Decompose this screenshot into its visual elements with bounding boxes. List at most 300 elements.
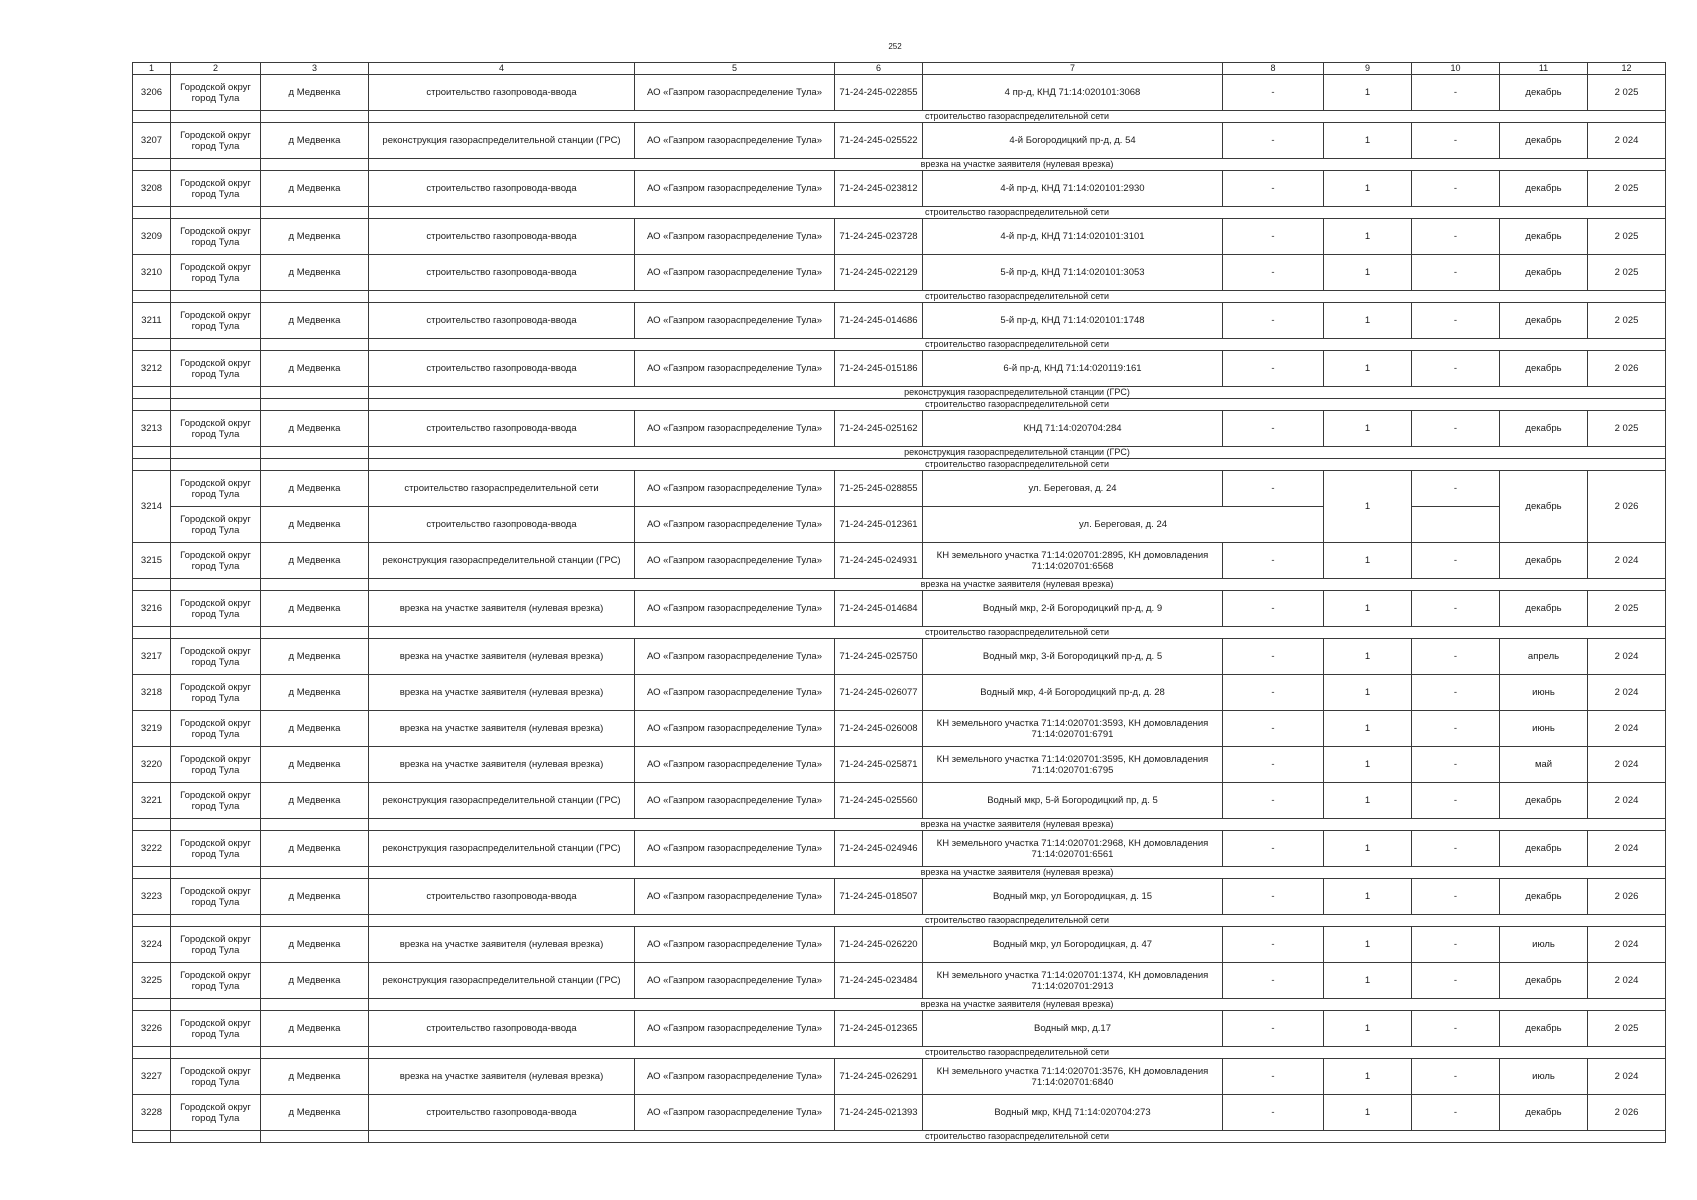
application-id: 71-24-245-026220 [835,927,923,963]
col-8-value: - [1223,411,1324,447]
row-number: 3227 [133,1059,171,1095]
col-8-value: - [1223,1095,1324,1131]
empty-cell [171,867,261,879]
application-id: 71-24-245-025162 [835,411,923,447]
row-number: 3214 [133,471,171,543]
year: 2 025 [1588,303,1666,339]
work-type: строительство газопровода-ввода [369,171,635,207]
empty-cell [133,339,171,351]
row-number: 3225 [133,963,171,999]
col-10-value: - [1412,831,1500,867]
month: декабрь [1500,75,1588,111]
col-9-value: 1 [1324,303,1412,339]
col-9-value: 1 [1324,123,1412,159]
municipality: Городской округ город Тула [171,831,261,867]
subheading-text: строительство газораспределительной сети [369,627,1666,639]
organization: АО «Газпром газораспределение Тула» [635,219,835,255]
subheading-text: строительство газораспределительной сети [369,1131,1666,1143]
col-9-value: 1 [1324,927,1412,963]
col-8-value: - [1223,783,1324,819]
column-header-5: 5 [635,63,835,75]
empty-cell [261,291,369,303]
address: 4-й Богородицкий пр-д, д. 54 [923,123,1223,159]
col-8-value: - [1223,927,1324,963]
col-10-value: - [1412,747,1500,783]
organization: АО «Газпром газораспределение Тула» [635,675,835,711]
subheading-text: строительство газораспределительной сети [369,399,1666,411]
empty-cell [171,627,261,639]
empty-cell [261,399,369,411]
settlement: д Медвенка [261,591,369,627]
empty-cell [261,819,369,831]
row-number: 3221 [133,783,171,819]
municipality: Городской округ город Тула [171,1011,261,1047]
address: КН земельного участка 71:14:020701:2968, КН домовладения 71:14:020701:6561 [923,831,1223,867]
col-8-value: - [1223,1059,1324,1095]
application-id: 71-25-245-028855 [835,471,923,507]
empty-cell [171,999,261,1011]
row-number: 3206 [133,75,171,111]
organization: АО «Газпром газораспределение Тула» [635,747,835,783]
year: 2 024 [1588,123,1666,159]
col-10-value: - [1412,75,1500,111]
organization: АО «Газпром газораспределение Тула» [635,927,835,963]
year: 2 025 [1588,219,1666,255]
col-10-value: - [1412,783,1500,819]
application-id: 71-24-245-026077 [835,675,923,711]
application-id: 71-24-245-025750 [835,639,923,675]
year: 2 026 [1588,351,1666,387]
subheading-row [133,819,1666,831]
table-row [133,75,1666,111]
municipality: Городской округ город Тула [171,75,261,111]
row-number: 3219 [133,711,171,747]
col-10-value: - [1412,303,1500,339]
settlement: д Медвенка [261,675,369,711]
subheading-text: врезка на участке заявителя (нулевая врезка) [369,819,1666,831]
col-10-value: - [1412,675,1500,711]
month: декабрь [1500,1095,1588,1131]
col-8-value: - [1223,75,1324,111]
empty-cell [171,399,261,411]
municipality: Городской округ город Тула [171,783,261,819]
column-header-3: 3 [261,63,369,75]
empty-cell [171,387,261,399]
empty-cell [171,915,261,927]
empty-cell [171,1047,261,1059]
application-id: 71-24-245-012365 [835,1011,923,1047]
municipality: Городской округ город Тула [171,927,261,963]
empty-cell [133,1047,171,1059]
empty-cell [261,627,369,639]
header-row [133,63,1666,75]
col-9-value: 1 [1324,411,1412,447]
subheading-row [133,291,1666,303]
table-row [133,411,1666,447]
application-id: 71-24-245-021393 [835,1095,923,1131]
subheading-text: врезка на участке заявителя (нулевая врезка) [369,999,1666,1011]
col-9-value: 1 [1324,471,1412,543]
empty-cell [133,915,171,927]
page-number: 252 [888,42,902,51]
table-row [133,1059,1666,1095]
subheading-row [133,579,1666,591]
work-type: строительство газопровода-ввода [369,351,635,387]
settlement: д Медвенка [261,171,369,207]
col-8-value: - [1223,303,1324,339]
address: КН земельного участка 71:14:020701:1374, КН домовладения 71:14:020701:2913 [923,963,1223,999]
settlement: д Медвенка [261,351,369,387]
month: декабрь [1500,471,1588,543]
address: Водный мкр, д.17 [923,1011,1223,1047]
month: декабрь [1500,351,1588,387]
year: 2 026 [1588,471,1666,543]
table-row [133,783,1666,819]
month: декабрь [1500,411,1588,447]
organization: АО «Газпром газораспределение Тула» [635,123,835,159]
col-8-value: - [1223,351,1324,387]
col-10-value: - [1412,171,1500,207]
empty-cell [261,459,369,471]
address: Водный мкр, ул Богородицкая, д. 47 [923,927,1223,963]
settlement: д Медвенка [261,831,369,867]
organization: АО «Газпром газораспределение Тула» [635,963,835,999]
col-10-value: - [1412,1011,1500,1047]
row-number: 3222 [133,831,171,867]
municipality: Городской округ город Тула [171,963,261,999]
organization: АО «Газпром газораспределение Тула» [635,411,835,447]
settlement: д Медвенка [261,639,369,675]
column-header-7: 7 [923,63,1223,75]
col-10-value: - [1412,123,1500,159]
organization: АО «Газпром газораспределение Тула» [635,783,835,819]
municipality: Городской округ город Тула [171,879,261,915]
empty-cell [171,207,261,219]
row-number: 3218 [133,675,171,711]
address: 5-й пр-д, КНД 71:14:020101:1748 [923,303,1223,339]
subheading-row [133,447,1666,459]
address: ул. Береговая, д. 24 [923,471,1223,507]
work-type: реконструкция газораспределительной станции (ГРС) [369,783,635,819]
subheading-row [133,159,1666,171]
col-9-value: 1 [1324,591,1412,627]
application-id: 71-24-245-024946 [835,831,923,867]
table-row [133,927,1666,963]
table-row [133,639,1666,675]
col-8-value: - [1223,831,1324,867]
settlement: д Медвенка [261,711,369,747]
year: 2 025 [1588,255,1666,291]
column-header-1: 1 [133,63,171,75]
col-9-value: 1 [1324,543,1412,579]
work-type: строительство газопровода-ввода [369,507,635,543]
work-type: реконструкция газораспределительной станции (ГРС) [369,123,635,159]
work-type: врезка на участке заявителя (нулевая врезка) [369,639,635,675]
col-10-value: - [1412,351,1500,387]
empty-cell [261,447,369,459]
col-10-value: - [1412,219,1500,255]
empty-cell [133,207,171,219]
row-number: 3208 [133,171,171,207]
col-9-value: 1 [1324,675,1412,711]
settlement: д Медвенка [261,1095,369,1131]
empty-cell [261,207,369,219]
settlement: д Медвенка [261,879,369,915]
application-id: 71-24-245-024931 [835,543,923,579]
col-10-value: - [1412,543,1500,579]
application-id: 71-24-245-022855 [835,75,923,111]
settlement: д Медвенка [261,747,369,783]
table-row [133,171,1666,207]
work-type: врезка на участке заявителя (нулевая врезка) [369,927,635,963]
application-id: 71-24-245-025871 [835,747,923,783]
col-8-value: - [1223,963,1324,999]
table-row [133,591,1666,627]
year: 2 024 [1588,711,1666,747]
col-8-value: - [1223,879,1324,915]
empty-cell [171,447,261,459]
work-type: строительство газопровода-ввода [369,255,635,291]
row-number: 3228 [133,1095,171,1131]
table-row [133,507,1666,543]
row-number: 3215 [133,543,171,579]
year: 2 024 [1588,963,1666,999]
empty-cell [261,387,369,399]
table-row [133,963,1666,999]
col-10-value: - [1412,879,1500,915]
organization: АО «Газпром газораспределение Тула» [635,1095,835,1131]
month: апрель [1500,639,1588,675]
application-id: 71-24-245-022129 [835,255,923,291]
organization: АО «Газпром газораспределение Тула» [635,831,835,867]
empty-cell [133,819,171,831]
col-9-value: 1 [1324,1011,1412,1047]
organization: АО «Газпром газораспределение Тула» [635,351,835,387]
settlement: д Медвенка [261,783,369,819]
month: декабрь [1500,543,1588,579]
organization: АО «Газпром газораспределение Тула» [635,639,835,675]
empty-cell [171,1131,261,1143]
col-10-value: - [1412,411,1500,447]
application-id: 71-24-245-014686 [835,303,923,339]
application-id: 71-24-245-023484 [835,963,923,999]
col-8-value: - [1223,123,1324,159]
application-id: 71-24-245-023728 [835,219,923,255]
col-8-value: - [1223,219,1324,255]
subheading-text: строительство газораспределительной сети [369,915,1666,927]
subheading-text: врезка на участке заявителя (нулевая врезка) [369,579,1666,591]
subheading-row [133,111,1666,123]
municipality: Городской округ город Тула [171,507,261,543]
year: 2 024 [1588,639,1666,675]
address: Водный мкр, 2-й Богородицкий пр-д, д. 9 [923,591,1223,627]
month: декабрь [1500,255,1588,291]
address: КН земельного участка 71:14:020701:3595, КН домовладения 71:14:020701:6795 [923,747,1223,783]
organization: АО «Газпром газораспределение Тула» [635,711,835,747]
col-9-value: 1 [1324,783,1412,819]
table-row [133,831,1666,867]
address: 4 пр-д, КНД 71:14:020101:3068 [923,75,1223,111]
month: декабрь [1500,963,1588,999]
settlement: д Медвенка [261,1011,369,1047]
municipality: Городской округ город Тула [171,591,261,627]
col-10-value: - [1412,927,1500,963]
empty-cell [171,291,261,303]
settlement: д Медвенка [261,75,369,111]
subheading-text: строительство газораспределительной сети [369,291,1666,303]
table-row [133,351,1666,387]
year: 2 025 [1588,591,1666,627]
organization: АО «Газпром газораспределение Тула» [635,75,835,111]
application-id: 71-24-245-014684 [835,591,923,627]
row-number: 3217 [133,639,171,675]
subheading-row [133,1131,1666,1143]
application-id: 71-24-245-025560 [835,783,923,819]
row-number: 3213 [133,411,171,447]
organization: АО «Газпром газораспределение Тула» [635,507,835,543]
month: декабрь [1500,1011,1588,1047]
col-8-value: - [1223,747,1324,783]
col-10-value [1412,507,1500,543]
settlement: д Медвенка [261,303,369,339]
table-row [133,747,1666,783]
year: 2 026 [1588,1095,1666,1131]
table-row [133,675,1666,711]
col-9-value: 1 [1324,879,1412,915]
row-number: 3211 [133,303,171,339]
settlement: д Медвенка [261,219,369,255]
address: Водный мкр, КНД 71:14:020704:273 [923,1095,1223,1131]
month: декабрь [1500,783,1588,819]
work-type: строительство газопровода-ввода [369,1011,635,1047]
column-header-8: 8 [1223,63,1324,75]
year: 2 024 [1588,675,1666,711]
table-row [133,879,1666,915]
subheading-text: реконструкция газораспределительной станции (ГРС) [369,447,1666,459]
year: 2 024 [1588,1059,1666,1095]
organization: АО «Газпром газораспределение Тула» [635,1011,835,1047]
subheading-row [133,207,1666,219]
month: декабрь [1500,831,1588,867]
table-row [133,219,1666,255]
col-10-value: - [1412,963,1500,999]
column-header-12: 12 [1588,63,1666,75]
municipality: Городской округ город Тула [171,1059,261,1095]
work-type: строительство газопровода-ввода [369,411,635,447]
year: 2 026 [1588,879,1666,915]
work-type: врезка на участке заявителя (нулевая врезка) [369,711,635,747]
organization: АО «Газпром газораспределение Тула» [635,1059,835,1095]
col-9-value: 1 [1324,831,1412,867]
year: 2 024 [1588,831,1666,867]
col-10-value: - [1412,1095,1500,1131]
subheading-text: строительство газораспределительной сети [369,207,1666,219]
organization: АО «Газпром газораспределение Тула» [635,171,835,207]
empty-cell [261,579,369,591]
work-type: реконструкция газораспределительной станции (ГРС) [369,543,635,579]
col-10-value: - [1412,255,1500,291]
row-number: 3212 [133,351,171,387]
col-9-value: 1 [1324,219,1412,255]
address: КНД 71:14:020704:284 [923,411,1223,447]
month: декабрь [1500,303,1588,339]
subheading-text: реконструкция газораспределительной станции (ГРС) [369,387,1666,399]
month: декабрь [1500,879,1588,915]
table-body [133,63,1666,1143]
gas-connection-table [132,62,1666,1143]
col-8-value: - [1223,1011,1324,1047]
empty-cell [171,111,261,123]
table-row [133,1011,1666,1047]
empty-cell [133,999,171,1011]
empty-cell [171,159,261,171]
column-header-11: 11 [1500,63,1588,75]
year: 2 024 [1588,747,1666,783]
settlement: д Медвенка [261,927,369,963]
col-8-value: - [1223,711,1324,747]
col-9-value: 1 [1324,963,1412,999]
empty-cell [133,459,171,471]
table-row [133,471,1666,507]
year: 2 025 [1588,171,1666,207]
settlement: д Медвенка [261,255,369,291]
col-9-value: 1 [1324,1059,1412,1095]
col-8-value: - [1223,675,1324,711]
settlement: д Медвенка [261,123,369,159]
empty-cell [171,819,261,831]
col-8-value: - [1223,591,1324,627]
application-id: 71-24-245-015186 [835,351,923,387]
municipality: Городской округ город Тула [171,123,261,159]
column-header-10: 10 [1412,63,1500,75]
row-number: 3224 [133,927,171,963]
municipality: Городской округ город Тула [171,171,261,207]
year: 2 025 [1588,1011,1666,1047]
empty-cell [133,867,171,879]
col-10-value: - [1412,711,1500,747]
address: Водный мкр, 5-й Богородицкий пр, д. 5 [923,783,1223,819]
month: декабрь [1500,591,1588,627]
col-9-value: 1 [1324,75,1412,111]
organization: АО «Газпром газораспределение Тула» [635,303,835,339]
table-row [133,303,1666,339]
address: КН земельного участка 71:14:020701:3593, КН домовладения 71:14:020701:6791 [923,711,1223,747]
year: 2 024 [1588,543,1666,579]
subheading-text: врезка на участке заявителя (нулевая врезка) [369,159,1666,171]
municipality: Городской округ город Тула [171,471,261,507]
municipality: Городской округ город Тула [171,543,261,579]
empty-cell [133,579,171,591]
subheading-row [133,339,1666,351]
address: Водный мкр, 4-й Богородицкий пр-д, д. 28 [923,675,1223,711]
work-type: реконструкция газораспределительной станции (ГРС) [369,963,635,999]
municipality: Городской округ город Тула [171,351,261,387]
column-header-4: 4 [369,63,635,75]
empty-cell [133,447,171,459]
empty-cell [261,111,369,123]
subheading-text: строительство газораспределительной сети [369,1047,1666,1059]
work-type: врезка на участке заявителя (нулевая врезка) [369,747,635,783]
col-10-value: - [1412,471,1500,507]
col-9-value: 1 [1324,711,1412,747]
subheading-text: строительство газораспределительной сети [369,459,1666,471]
municipality: Городской округ город Тула [171,219,261,255]
address: Водный мкр, ул Богородицкая, д. 15 [923,879,1223,915]
address: 4-й пр-д, КНД 71:14:020101:2930 [923,171,1223,207]
col-10-value: - [1412,591,1500,627]
work-type: строительство газопровода-ввода [369,219,635,255]
empty-cell [133,387,171,399]
